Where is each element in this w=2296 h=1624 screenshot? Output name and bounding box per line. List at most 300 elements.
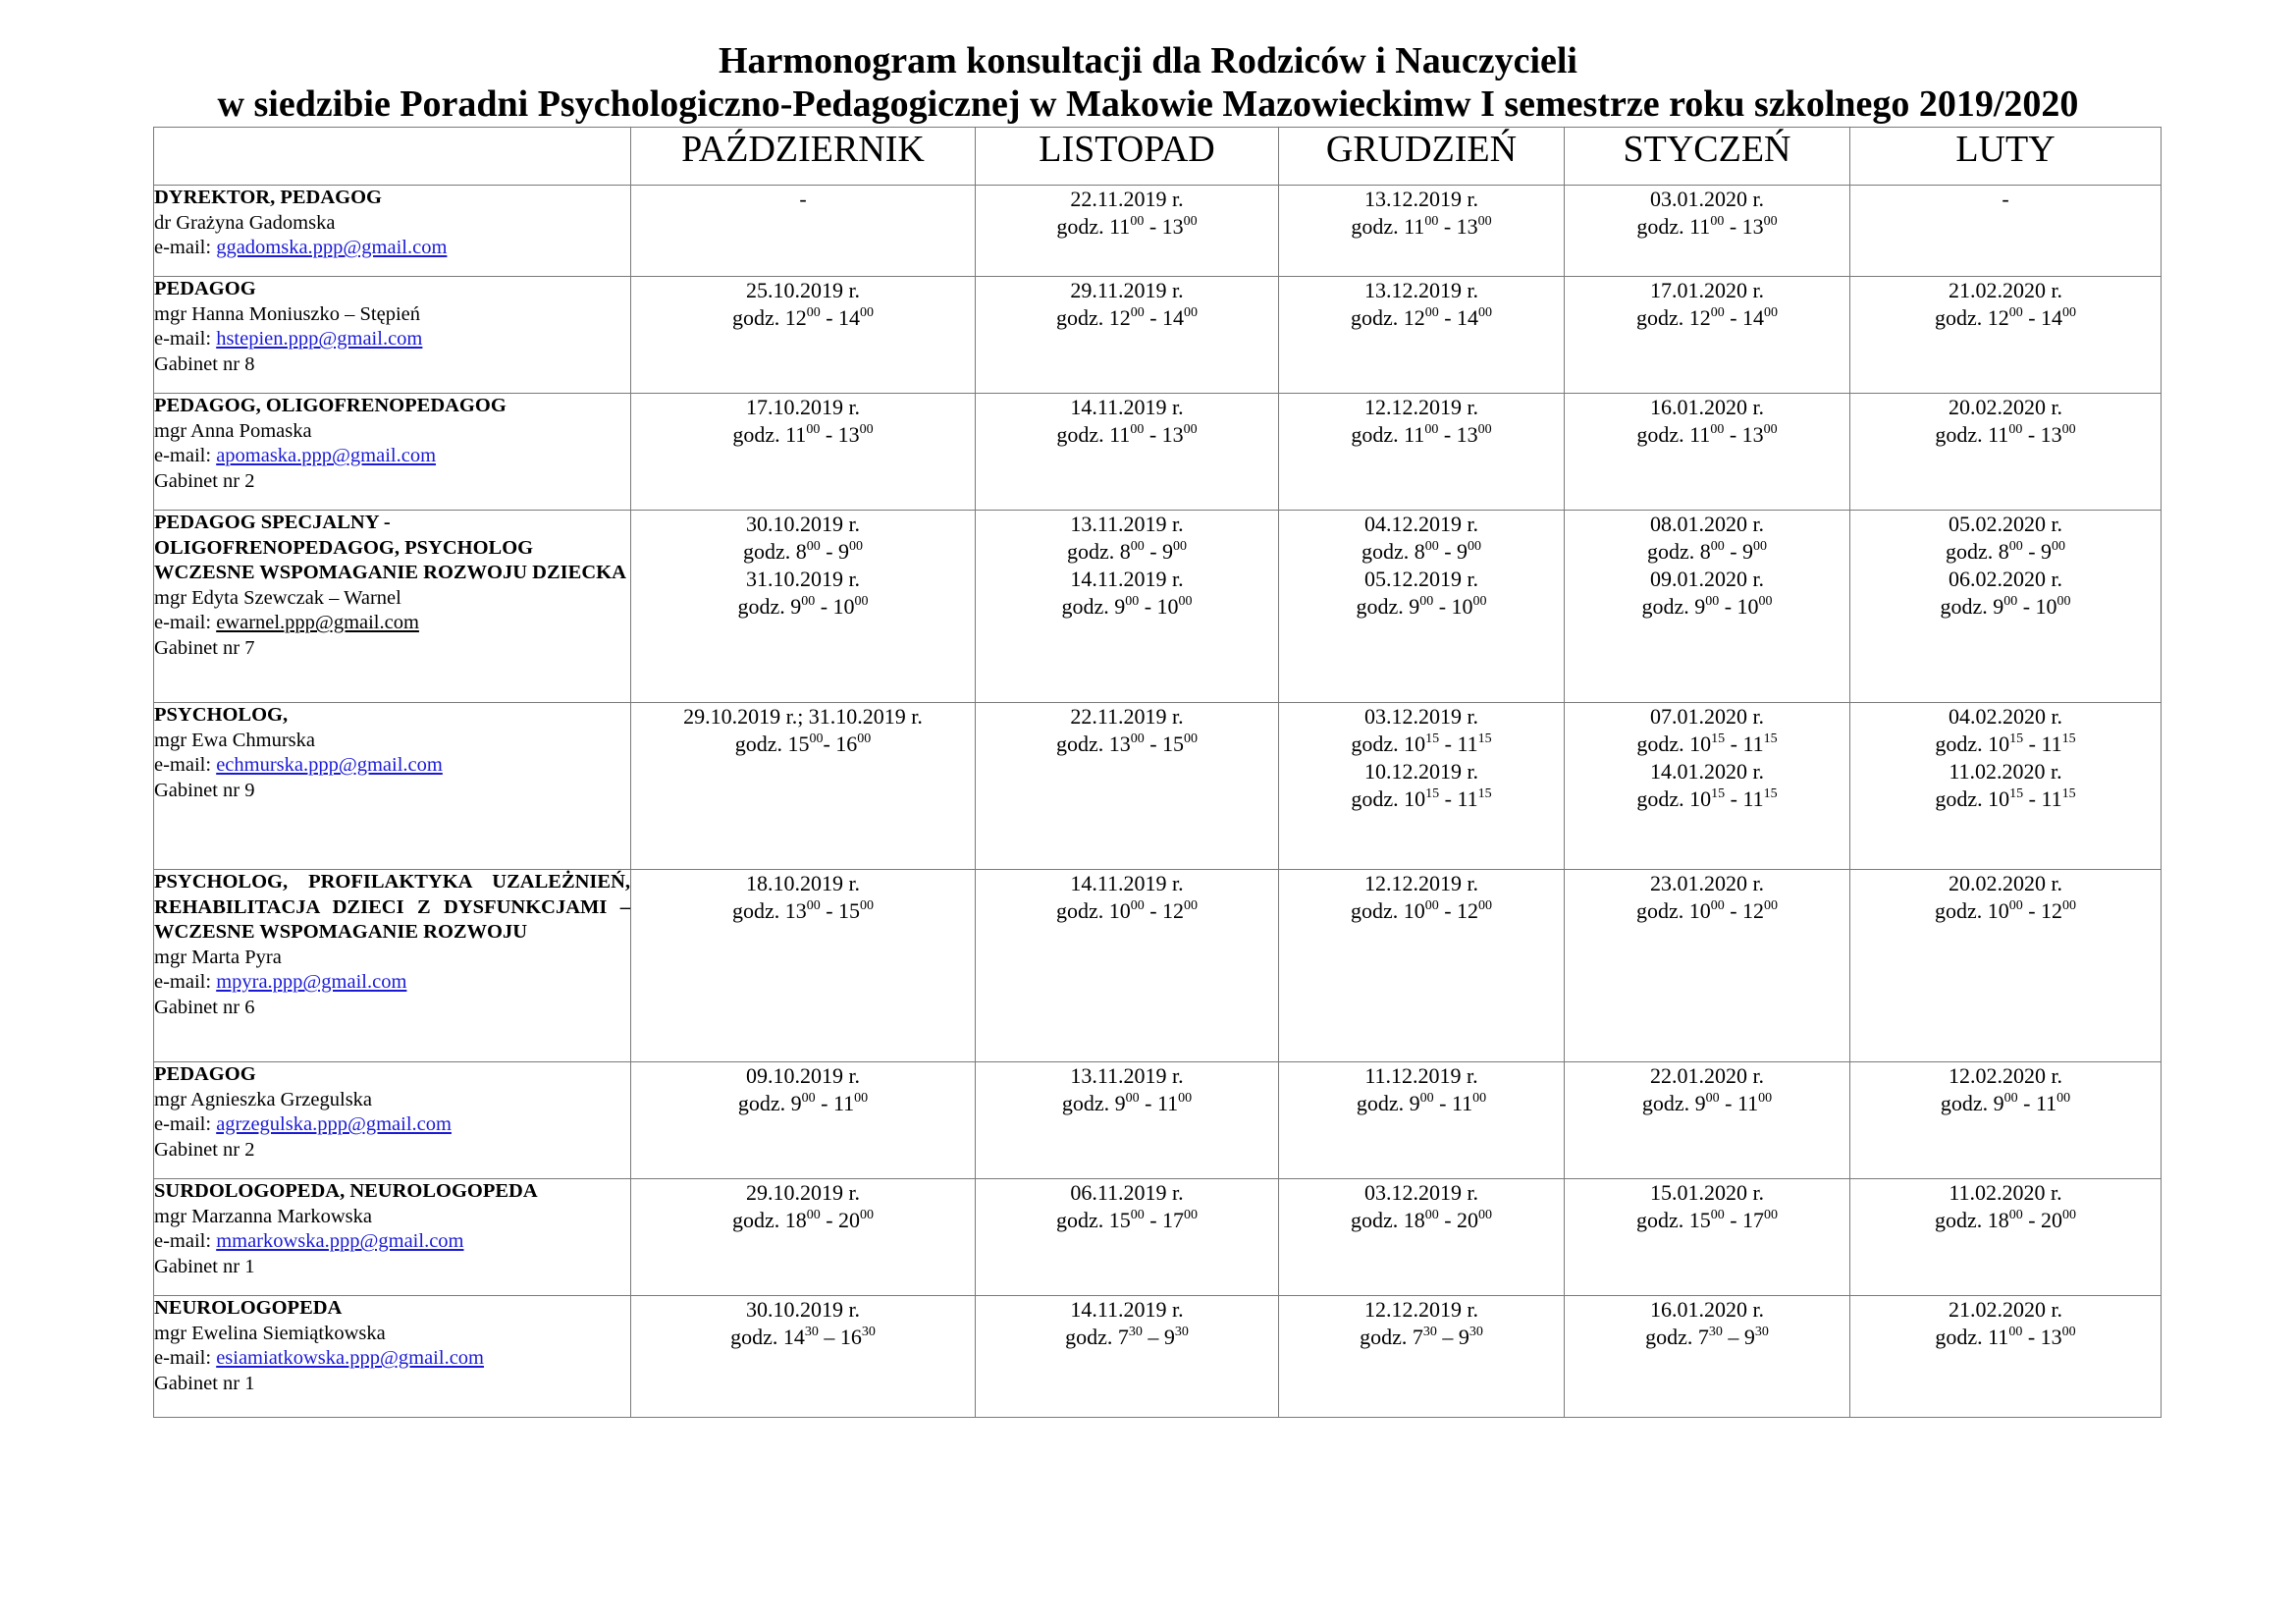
staff-role: SURDOLOGOPEDA, NEUROLOGOPEDA — [154, 1180, 538, 1202]
minutes-superscript: 00 — [860, 305, 875, 320]
time-text: - 11 — [1439, 786, 1478, 811]
consultation-date — [1279, 566, 1564, 593]
time-text: - 14 — [1724, 305, 1765, 330]
minutes-superscript: 00 — [2008, 1208, 2023, 1222]
staff-role: PEDAGOG SPECJALNY - OLIGOFRENOPEDAGOG, PSYCHOLOG WCZESNE WSPOMAGANIE ROZWOJU DZIECKA — [154, 512, 626, 583]
consultation-hours — [1850, 421, 2161, 449]
time-text: 16.01.2020 r. — [1649, 1297, 1765, 1322]
consultation-hours — [631, 731, 975, 758]
schedule-cell — [631, 1296, 976, 1418]
minutes-superscript: 00 — [860, 898, 875, 913]
minutes-superscript: 15 — [1711, 786, 1726, 801]
email-link[interactable]: esiamiatkowska.ppp@gmail.com — [216, 1347, 484, 1369]
time-text: godz. 11 — [1636, 422, 1711, 447]
consultation-date — [631, 277, 975, 304]
minutes-superscript: 00 — [806, 422, 821, 437]
time-text: godz. 12 — [1635, 305, 1711, 330]
minutes-superscript: 30 — [1754, 1325, 1769, 1339]
email-line — [154, 1112, 630, 1138]
time-text: godz. 9 — [1641, 594, 1706, 619]
time-text: 14.01.2020 r. — [1649, 759, 1765, 784]
minutes-superscript: 00 — [860, 1208, 875, 1222]
month-header: GRUDZIEŃ — [1279, 128, 1565, 186]
email-line — [154, 1229, 630, 1255]
consultation-date — [1565, 511, 1849, 538]
time-text: - 11 — [1433, 1091, 1473, 1115]
minutes-superscript: 30 — [1174, 1325, 1189, 1339]
consultation-date — [1850, 1062, 2161, 1090]
email-link[interactable]: ewarnel.ppp@gmail.com — [216, 612, 419, 633]
consultation-date — [1850, 186, 2161, 213]
consultation-hours — [1850, 785, 2161, 813]
room-label: Gabinet nr 2 — [154, 469, 255, 492]
schedule-cell — [976, 186, 1279, 277]
email-prefix: e-mail: — [154, 1113, 217, 1135]
time-text: - 9 — [1144, 539, 1174, 564]
schedule-cell — [976, 1179, 1279, 1296]
minutes-superscript: 00 — [1764, 1208, 1779, 1222]
consultation-date — [1565, 703, 1849, 731]
minutes-superscript: 00 — [2052, 539, 2066, 554]
time-text: - 11 — [2017, 1091, 2057, 1115]
minutes-superscript: 00 — [1183, 422, 1198, 437]
time-text: - 10 — [1139, 594, 1179, 619]
consultation-hours — [1279, 731, 1564, 758]
consultation-hours — [1565, 785, 1849, 813]
time-text: - — [799, 187, 807, 211]
consultation-hours — [1565, 897, 1849, 925]
time-text: godz. 11 — [732, 422, 807, 447]
time-text: - 11 — [1725, 731, 1764, 756]
time-text: 03.01.2020 r. — [1649, 187, 1765, 211]
staff-cell — [154, 277, 631, 394]
time-text: 13.11.2019 r. — [1070, 512, 1184, 536]
time-text: 03.12.2019 r. — [1363, 704, 1479, 729]
time-text: – 9 — [1722, 1325, 1755, 1349]
minutes-superscript: 00 — [1424, 1208, 1439, 1222]
schedule-table — [153, 127, 2162, 1418]
document-subtitle: w siedzibie Poradni Psychologiczno-Pedagogicznej w Makowie Mazowieckimw I semestrze roku szkolnego 2019/2020 — [217, 83, 2079, 125]
schedule-cell — [1850, 1179, 2162, 1296]
minutes-superscript: 00 — [1130, 898, 1145, 913]
consultation-date — [976, 870, 1278, 897]
time-text: - 20 — [820, 1208, 861, 1232]
email-line — [154, 1346, 630, 1372]
schedule-cell — [1565, 1062, 1850, 1179]
consultation-date — [1279, 186, 1564, 213]
consultation-date — [631, 511, 975, 538]
consultation-hours — [1565, 538, 1849, 566]
schedule-cell — [1850, 1062, 2162, 1179]
time-text: - 13 — [1724, 422, 1764, 447]
minutes-superscript: 00 — [1478, 898, 1493, 913]
minutes-superscript: 00 — [2061, 422, 2076, 437]
email-link[interactable]: mpyra.ppp@gmail.com — [216, 971, 407, 993]
time-text: - 11 — [1139, 1091, 1179, 1115]
time-text: - 13 — [1144, 422, 1184, 447]
minutes-superscript: 00 — [1184, 898, 1199, 913]
time-text: 13.11.2019 r. — [1070, 1063, 1184, 1088]
time-text: - 14 — [820, 305, 861, 330]
staff-cell — [154, 1296, 631, 1418]
time-text: - — [2002, 187, 2009, 211]
schedule-cell — [976, 511, 1279, 703]
time-text: 16.01.2020 r. — [1649, 395, 1765, 419]
minutes-superscript: 00 — [854, 594, 869, 609]
time-text: 17.01.2020 r. — [1649, 278, 1765, 302]
minutes-superscript: 00 — [1125, 594, 1140, 609]
email-link[interactable]: hstepien.ppp@gmail.com — [216, 328, 423, 350]
minutes-superscript: 00 — [849, 539, 864, 554]
minutes-superscript: 00 — [1130, 305, 1145, 320]
minutes-superscript: 15 — [1477, 786, 1492, 801]
table-row — [154, 1062, 2162, 1179]
time-text: 11.02.2020 r. — [1949, 759, 2062, 784]
consultation-date — [631, 703, 975, 731]
staff-name: dr Grażyna Gadomska — [154, 211, 336, 234]
time-text: godz. 14 — [730, 1325, 805, 1349]
consultation-hours — [631, 304, 975, 332]
minutes-superscript: 00 — [1178, 1091, 1193, 1106]
minutes-superscript: 00 — [2008, 898, 2023, 913]
consultation-hours — [1279, 593, 1564, 621]
time-text: godz. 10 — [1934, 898, 2009, 923]
consultation-date — [1279, 1062, 1564, 1090]
time-text: 17.10.2019 r. — [745, 395, 861, 419]
time-text: - 20 — [1438, 1208, 1479, 1232]
time-text: godz. 13 — [1055, 731, 1131, 756]
time-text: godz. 7 — [1065, 1325, 1129, 1349]
minutes-superscript: 00 — [1424, 214, 1439, 229]
staff-name: mgr Edyta Szewczak – Warnel — [154, 586, 401, 609]
month-header: PAŹDZIERNIK — [631, 128, 976, 186]
time-text: – 9 — [1142, 1325, 1175, 1349]
email-line — [154, 444, 630, 469]
staff-cell — [154, 186, 631, 277]
time-text: godz. 10 — [1935, 786, 2010, 811]
time-text: - 13 — [1144, 214, 1184, 239]
consultation-hours — [1565, 1324, 1849, 1351]
schedule-cell — [631, 703, 976, 870]
time-text: godz. 18 — [1934, 1208, 2009, 1232]
consultation-date — [1279, 277, 1564, 304]
consultation-date — [1565, 870, 1849, 897]
consultation-date — [1279, 511, 1564, 538]
time-text: godz. 15 — [734, 731, 810, 756]
staff-name: mgr Marzanna Markowska — [154, 1205, 373, 1227]
consultation-date — [976, 1296, 1278, 1324]
consultation-date — [1565, 394, 1849, 421]
minutes-superscript: 00 — [1478, 1208, 1493, 1222]
consultation-date — [976, 703, 1278, 731]
time-text: 30.10.2019 r. — [745, 1297, 861, 1322]
minutes-superscript: 00 — [1125, 1091, 1140, 1106]
time-text: - 9 — [820, 539, 850, 564]
time-text: godz. 9 — [737, 1091, 802, 1115]
minutes-superscript: 00 — [2056, 594, 2071, 609]
minutes-superscript: 00 — [1764, 898, 1779, 913]
consultation-hours — [976, 304, 1278, 332]
consultation-hours — [1279, 1090, 1564, 1117]
consultation-hours — [976, 538, 1278, 566]
consultation-hours — [976, 421, 1278, 449]
staff-role: NEUROLOGOPEDA — [154, 1297, 343, 1319]
email-line — [154, 970, 630, 996]
email-link[interactable]: apomaska.ppp@gmail.com — [216, 445, 437, 466]
minutes-superscript: 15 — [2061, 731, 2076, 746]
time-text: 06.11.2019 r. — [1070, 1180, 1184, 1205]
minutes-superscript: 30 — [1422, 1325, 1437, 1339]
schedule-cell — [1279, 870, 1565, 1062]
schedule-cell — [976, 703, 1279, 870]
minutes-superscript: 00 — [1130, 539, 1145, 554]
consultation-date — [976, 277, 1278, 304]
time-text: - 9 — [2022, 539, 2053, 564]
time-text: - 20 — [2022, 1208, 2063, 1232]
minutes-superscript: 00 — [1763, 214, 1778, 229]
time-text: godz. 11 — [1056, 214, 1131, 239]
email-link[interactable]: mmarkowska.ppp@gmail.com — [216, 1230, 464, 1252]
time-text: godz. 13 — [731, 898, 807, 923]
minutes-superscript: 15 — [2009, 731, 2024, 746]
time-text: godz. 11 — [1935, 422, 2009, 447]
schedule-cell — [1850, 277, 2162, 394]
time-text: - 11 — [815, 1091, 855, 1115]
time-text: godz. 18 — [731, 1208, 807, 1232]
time-text: godz. 9 — [737, 594, 802, 619]
staff-name: mgr Anna Pomaska — [154, 419, 312, 442]
consultation-hours — [976, 593, 1278, 621]
consultation-hours — [1279, 304, 1564, 332]
room-label: Gabinet nr 6 — [154, 996, 255, 1018]
minutes-superscript: 30 — [1708, 1325, 1723, 1339]
email-prefix: e-mail: — [154, 971, 217, 993]
time-text: - 10 — [1719, 594, 1759, 619]
time-text: - 14 — [2022, 305, 2063, 330]
time-text: – 9 — [1436, 1325, 1469, 1349]
consultation-hours — [976, 213, 1278, 241]
minutes-superscript: 00 — [1183, 214, 1198, 229]
consultation-date — [1565, 758, 1849, 785]
email-prefix: e-mail: — [154, 445, 217, 466]
minutes-superscript: 00 — [1710, 1208, 1725, 1222]
staff-role: PEDAGOG, OLIGOFRENOPEDAGOG — [154, 395, 507, 416]
time-text: - 14 — [1144, 305, 1185, 330]
minutes-superscript: 00 — [1424, 305, 1439, 320]
consultation-hours — [1850, 538, 2161, 566]
email-prefix: e-mail: — [154, 237, 217, 258]
time-text: 29.10.2019 r.; 31.10.2019 r. — [683, 704, 923, 729]
time-text: 29.11.2019 r. — [1070, 278, 1184, 302]
email-link[interactable]: agrzegulska.ppp@gmail.com — [216, 1113, 452, 1135]
time-text: – 16 — [818, 1325, 862, 1349]
schedule-cell — [1279, 1179, 1565, 1296]
consultation-hours — [1850, 593, 2161, 621]
staff-cell — [154, 870, 631, 1062]
minutes-superscript: 00 — [1424, 539, 1439, 554]
consultation-hours — [1850, 1090, 2161, 1117]
minutes-superscript: 15 — [2061, 786, 2076, 801]
minutes-superscript: 00 — [2008, 305, 2023, 320]
time-text: 31.10.2019 r. — [745, 567, 861, 591]
time-text: 14.11.2019 r. — [1070, 1297, 1184, 1322]
email-link[interactable]: echmurska.ppp@gmail.com — [216, 754, 443, 776]
schedule-cell — [1279, 186, 1565, 277]
time-text: - 13 — [1724, 214, 1764, 239]
minutes-superscript: 15 — [1425, 731, 1440, 746]
minutes-superscript: 00 — [1130, 214, 1145, 229]
consultation-date — [1565, 1062, 1849, 1090]
time-text: godz. 18 — [1350, 1208, 1425, 1232]
time-text: - 13 — [2022, 1325, 2062, 1349]
time-text: 08.01.2020 r. — [1649, 512, 1765, 536]
minutes-superscript: 00 — [1710, 305, 1725, 320]
minutes-superscript: 00 — [806, 305, 821, 320]
email-link[interactable]: ggadomska.ppp@gmail.com — [216, 237, 448, 258]
consultation-hours — [631, 1324, 975, 1351]
staff-role: PSYCHOLOG, — [154, 704, 289, 726]
minutes-superscript: 00 — [2003, 594, 2018, 609]
minutes-superscript: 00 — [2062, 305, 2077, 320]
minutes-superscript: 15 — [1763, 786, 1778, 801]
time-text: - 17 — [1144, 1208, 1185, 1232]
time-text: 04.02.2020 r. — [1948, 704, 2063, 729]
staff-name: mgr Hanna Moniuszko – Stępień — [154, 302, 421, 325]
schedule-cell — [1565, 277, 1850, 394]
time-text: godz. 11 — [1351, 422, 1425, 447]
consultation-hours — [1850, 897, 2161, 925]
consultation-date — [1850, 511, 2161, 538]
minutes-superscript: 00 — [2003, 1091, 2018, 1106]
minutes-superscript: 00 — [1419, 594, 1434, 609]
consultation-date — [1850, 277, 2161, 304]
email-prefix: e-mail: — [154, 754, 217, 776]
table-row — [154, 1296, 2162, 1418]
schedule-cell — [976, 394, 1279, 511]
minutes-superscript: 00 — [2061, 1325, 2076, 1339]
schedule-cell — [1565, 511, 1850, 703]
consultation-date — [1850, 703, 2161, 731]
minutes-superscript: 00 — [1178, 594, 1193, 609]
minutes-superscript: 30 — [804, 1325, 819, 1339]
consultation-hours — [1565, 1207, 1849, 1234]
time-text: godz. 12 — [1934, 305, 2009, 330]
consultation-date — [1850, 758, 2161, 785]
staff-role: PEDAGOG — [154, 1063, 256, 1085]
consultation-date — [1279, 1296, 1564, 1324]
time-text: godz. 9 — [1940, 594, 2004, 619]
schedule-cell — [1279, 1296, 1565, 1418]
table-row — [154, 277, 2162, 394]
consultation-date — [1279, 758, 1564, 785]
minutes-superscript: 00 — [806, 1208, 821, 1222]
time-text: godz. 9 — [1940, 1091, 2004, 1115]
schedule-cell — [976, 870, 1279, 1062]
consultation-date — [631, 1179, 975, 1207]
consultation-date — [631, 1296, 975, 1324]
email-prefix: e-mail: — [154, 1347, 217, 1369]
schedule-cell — [1850, 1296, 2162, 1418]
time-text: godz. 11 — [1636, 214, 1711, 239]
minutes-superscript: 00 — [1184, 305, 1199, 320]
time-text: 25.10.2019 r. — [745, 278, 861, 302]
consultation-date — [1279, 1179, 1564, 1207]
minutes-superscript: 15 — [1763, 731, 1778, 746]
schedule-cell — [976, 1062, 1279, 1179]
schedule-body — [154, 186, 2162, 1418]
consultation-date — [1565, 186, 1849, 213]
consultation-date — [1279, 394, 1564, 421]
minutes-superscript: 00 — [1710, 898, 1725, 913]
table-row — [154, 186, 2162, 277]
minutes-superscript: 00 — [2008, 1325, 2023, 1339]
time-text: 23.01.2020 r. — [1649, 871, 1765, 895]
staff-role: PEDAGOG — [154, 278, 256, 299]
minutes-superscript: 00 — [1184, 731, 1199, 746]
consultation-date — [1565, 1179, 1849, 1207]
minutes-superscript: 00 — [857, 731, 872, 746]
month-header: STYCZEŃ — [1565, 128, 1850, 186]
time-text: 13.12.2019 r. — [1363, 278, 1479, 302]
consultation-hours — [1850, 304, 2161, 332]
email-line — [154, 236, 630, 261]
time-text: - 11 — [1439, 731, 1478, 756]
minutes-superscript: 00 — [1710, 422, 1725, 437]
time-text: - 12 — [1724, 898, 1765, 923]
minutes-superscript: 00 — [1424, 422, 1439, 437]
consultation-date — [976, 1179, 1278, 1207]
time-text: godz. 10 — [1635, 898, 1711, 923]
time-text: 22.11.2019 r. — [1070, 187, 1184, 211]
time-text: - 10 — [2017, 594, 2057, 619]
time-text: godz. 8 — [1066, 539, 1131, 564]
time-text: 29.10.2019 r. — [745, 1180, 861, 1205]
consultation-date — [976, 394, 1278, 421]
consultation-hours — [1850, 1324, 2161, 1351]
time-text: 15.01.2020 r. — [1649, 1180, 1765, 1205]
consultation-date — [1565, 277, 1849, 304]
time-text: 22.01.2020 r. — [1649, 1063, 1765, 1088]
consultation-hours — [631, 1207, 975, 1234]
time-text: 10.12.2019 r. — [1363, 759, 1479, 784]
consultation-date — [1279, 870, 1564, 897]
time-text: - 11 — [1719, 1091, 1759, 1115]
minutes-superscript: 00 — [1764, 305, 1779, 320]
schedule-cell — [1279, 511, 1565, 703]
schedule-cell — [631, 394, 976, 511]
minutes-superscript: 00 — [1753, 539, 1768, 554]
time-text: 09.01.2020 r. — [1649, 567, 1765, 591]
email-line — [154, 753, 630, 779]
time-text: 21.02.2020 r. — [1948, 278, 2063, 302]
email-prefix: e-mail: — [154, 328, 217, 350]
schedule-cell — [631, 1062, 976, 1179]
minutes-superscript: 15 — [1711, 731, 1726, 746]
time-text: 14.11.2019 r. — [1070, 395, 1184, 419]
time-text: 07.01.2020 r. — [1649, 704, 1765, 729]
time-text: - 14 — [1438, 305, 1479, 330]
schedule-cell — [1565, 1296, 1850, 1418]
time-text: godz. 9 — [1061, 594, 1126, 619]
minutes-superscript: 00 — [2062, 1208, 2077, 1222]
consultation-date — [1565, 566, 1849, 593]
minutes-superscript: 00 — [809, 731, 824, 746]
time-text: - 10 — [815, 594, 855, 619]
minutes-superscript: 00 — [806, 539, 821, 554]
minutes-superscript: 00 — [1758, 594, 1773, 609]
consultation-date — [631, 870, 975, 897]
consultation-hours — [631, 421, 975, 449]
